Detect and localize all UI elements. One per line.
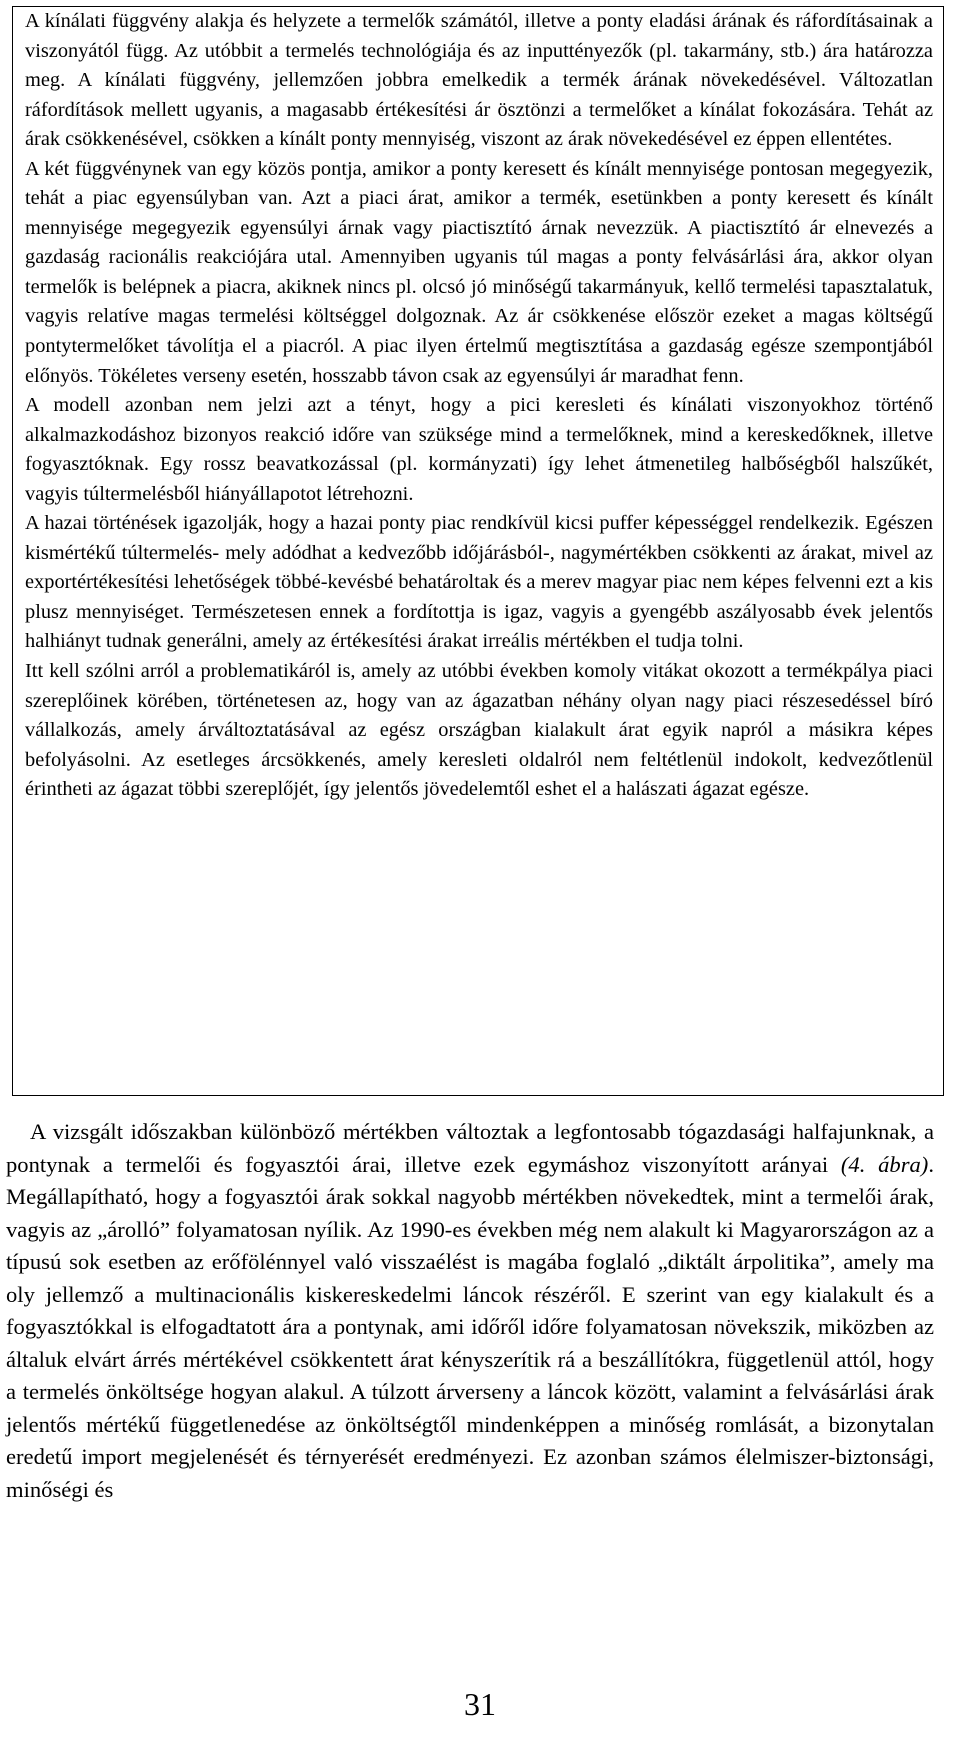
box-paragraph-domestic-market: A hazai történések igazolják, hogy a hazai ponty piac rendkívül kicsi puffer képességgel rendelkezik. Egészen kismértékű túltermelés- mely adódhat a kedvezőbb időjárásból-, nagymértékben csökkenti az árakat, mivel az exportértékesítési lehetőségek többé-kevésbé behatároltak és a merev magyar piac nem képes felvenni ezt a kis plusz mennyiséget. Természetesen ennek a fordítottja is igaz, vagyis a gyengébb aszályosabb évek jelentős halhiányt tudnak generálni, amely az értékesítési árakat irreális mértékben el tudja tolni.: [25, 512, 933, 653]
figure-reference: (4. ábra): [840, 1151, 929, 1177]
box-paragraph-supply-function: A kínálati függvény alakja és helyzete a termelők számától, illetve a ponty eladási árának és ráfordításainak a viszonyától függ. Az utóbbit a termelés technológiája és az inputtényezők (pl. takarmány, stb.) ára határozza meg. A kínálati függvény, jellemzően jobbra emelkedik a termék árának növekedésével. Változatlan ráfordítások mellett ugyanis, a magasabb értékesítési ár ösztönzi a termelőket a kínálat fokozására. Tehát az árak csökkenésével, csökken a kínált ponty mennyiség, viszont az árak növekedésével ez éppen ellentétes.: [25, 10, 933, 151]
body-text-before-reference: A vizsgált időszakban különböző mértékben változtak a legfontosabb tógazdasági halfajunknak, a pontynak a termelői és fogyasztói árai, illetve ezek egymáshoz viszonyított arányai: [6, 1119, 934, 1177]
box-paragraph-model-limitations: A modell azonban nem jelzi azt a tényt, hogy a pici keresleti és kínálati viszonyokhoz történő alkalmazkodáshoz bizonyos reakció időre van szüksége mind a termelőknek, mind a kereskedőknek, illetve fogyasztóknak. Egy rossz beavatkozással (pl. kormányzati) így lehet átmenetileg halbőségből halszűkét, vagyis túltermelésből hiányállapotot létrehozni.: [25, 394, 933, 505]
body-text-after-reference: . Megállapítható, hogy a fogyasztói árak sokkal nagyobb mértékben növekedtek, mint a termelői árak, vagyis az „árolló” folyamatosan nyílik. Az 1990-es években még nem alakult ki Magyarországon az a típusú sok esetben az erőfölénnyel való visszaélést is magába foglaló „diktált árpolitika”, amely ma oly jellemző a multinacionális kiskereskedelmi láncok részéről. E szerint van egy kialakult és a fogyasztókkal is elfogadtatott ára a pontynak, ami időről időre folyamatosan növekszik, miközben az általuk elvárt árrés mértékével csökkentett árat kényszerítik rá a beszállítókra, függetlenül attól, hogy a termelés önköltsége hogyan alakul. A túlzott árverseny a láncok között, valamint a felvásárlási árak jelentős mértékű függetlenedése az önköltségtől mindenképpen a minőség romlását, a bizonytalan eredetű import megjelenését és térnyerését eredményezi. Ez azonban számos élelmiszer-biztonsági, minőségi és: [6, 1151, 934, 1502]
box-paragraph-equilibrium-price: A két függvénynek van egy közös pontja, amikor a ponty keresett és kínált mennyisége pontosan megegyezik, tehát a piac egyensúlyban van. Azt a piaci árat, amikor a termék, esetünkben a ponty keresett és kínált mennyisége megegyezik egyensúlyi árnak vagy piactisztító árnak nevezzük. A piactisztító ár elnevezés a gazdaság racionális reakciójára utal. Amennyiben ugyanis túl magas a ponty felvásárlási ára, akkor olyan termelők is belépnek a piacra, akiknek nincs pl. olcsó jó minőségű takarmányuk, kellő termelési tapasztalatuk, vagyis relatíve magas termelési költséggel dolgoznak. Az ár csökkenése először ezeket a magas költségű pontytermelőket távolítja el a piacról. A piac ilyen értelmű megtisztítása a gazdaság egésze szempontjából előnyös. Tökéletes verseny esetén, hosszabb távon csak az egyensúlyi ár maradhat fenn.: [25, 157, 933, 387]
page-number: 31: [464, 1686, 496, 1722]
body-paragraph: [6, 1116, 934, 1506]
boxed-text-frame: [12, 6, 944, 1096]
box-paragraph-market-concentration: Itt kell szólni arról a problematikáról is, amely az utóbbi években komoly vitákat okozott a termékpálya piaci szereplőinek körében, történetesen az, hogy van az ágazatban néhány olyan nagy piaci részesedéssel bíró vállalkozás, amely árváltoztatásával az egész országban kialakult árat egyik napról a másikra képes befolyásolni. Az esetleges árcsökkenés, amely keresleti oldalról nem feltétlenül indokolt, kedvezőtlenül érintheti az ágazat többi szereplőjét, így jelentős jövedelemtől eshet el a halászati ágazat egésze.: [25, 660, 933, 801]
